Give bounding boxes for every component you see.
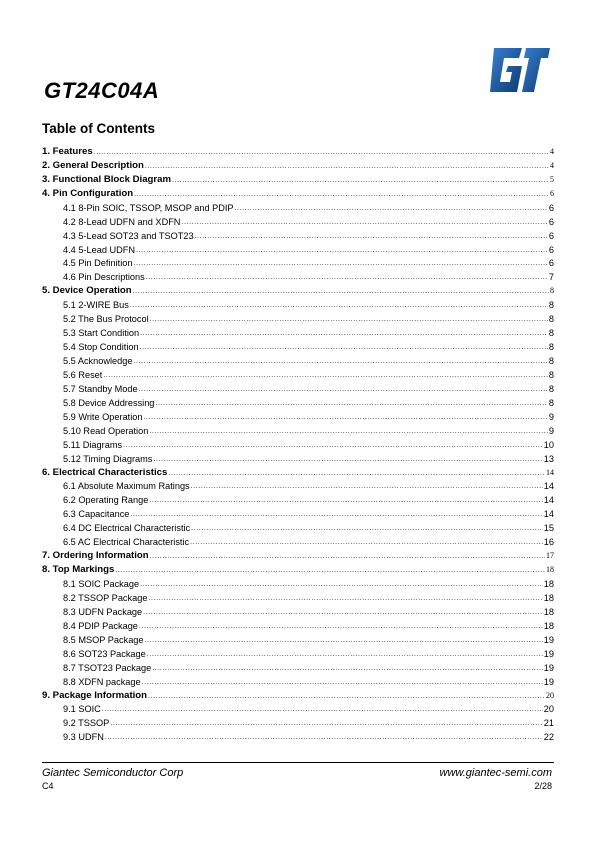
toc-leader-dots: [133, 357, 547, 367]
toc-entry-page: 15: [543, 523, 554, 534]
toc-entry[interactable]: [42, 311, 554, 325]
footer-page-number: 2/28: [534, 781, 552, 791]
toc-entry[interactable]: [42, 325, 554, 339]
toc-entry[interactable]: [42, 590, 554, 604]
toc-entry-label: 5.2 The Bus Protocol: [63, 314, 149, 325]
toc-entry[interactable]: [42, 283, 554, 297]
toc-entry-page: 18: [543, 579, 554, 589]
toc-leader-dots: [105, 733, 543, 743]
toc-leader-dots: [102, 705, 543, 715]
toc-entry-label: 6.5 AC Electrical Characteristic: [63, 537, 190, 548]
toc-entry-page: 14: [543, 481, 554, 492]
toc-entry[interactable]: [42, 465, 554, 479]
toc-entry-page: 14: [543, 509, 554, 520]
toc-entry-label: 5.11 Diagrams: [63, 439, 123, 450]
toc-leader-dots: [123, 441, 543, 451]
toc-entry-label: 5.6 Reset: [63, 369, 103, 380]
toc-leader-dots: [150, 315, 548, 325]
footer-revision: C4: [42, 781, 54, 791]
toc-entry-page: 6: [548, 230, 554, 241]
toc-leader-dots: [152, 664, 543, 674]
toc-entry-label: 5.10 Read Operation: [63, 425, 149, 436]
toc-leader-dots: [148, 594, 542, 604]
toc-entry[interactable]: [42, 367, 554, 381]
toc-entry-page: 6: [548, 216, 554, 227]
toc-leader-dots: [181, 218, 547, 228]
giantec-logo-icon: [488, 44, 552, 96]
toc-entry-page: 8: [550, 286, 554, 296]
footer-website: www.giantec-semi.com: [439, 767, 552, 779]
toc-entry-page: 6: [548, 202, 554, 213]
toc-entry-page: 8: [548, 397, 554, 408]
toc-entry-label: 9.1 SOIC: [63, 704, 101, 715]
toc-entry[interactable]: [42, 144, 554, 158]
toc-entry-page: 10: [543, 439, 554, 450]
toc-entry-label: 5.4 Stop Condition: [63, 342, 139, 353]
toc-entry-label: 5.1 2-WIRE Bus: [63, 300, 129, 311]
toc-entry-label: 4.6 Pin Descriptions: [63, 272, 145, 283]
toc-leader-dots: [130, 301, 548, 311]
toc-entry-page: 18: [543, 606, 554, 617]
toc-entry[interactable]: [42, 506, 554, 520]
toc-entry-label: 4.4 5-Lead UDFN: [63, 244, 136, 255]
toc-leader-dots: [143, 608, 543, 618]
toc-entry-page: 20: [546, 690, 554, 700]
toc-leader-dots: [148, 692, 545, 702]
toc-leader-dots: [149, 427, 548, 437]
toc-entry-page: 8: [548, 383, 554, 394]
toc-entry-label: 5. Device Operation: [42, 285, 132, 297]
toc-leader-dots: [103, 371, 548, 381]
toc-entry-label: 6.1 Absolute Maximum Ratings: [63, 481, 190, 492]
footer-company: Giantec Semiconductor Corp: [42, 767, 184, 779]
toc-entry-label: 3. Functional Block Diagram: [42, 173, 172, 185]
toc-entry-label: 6.4 DC Electrical Characteristic: [63, 523, 191, 534]
toc-entry-page: 6: [550, 188, 554, 198]
toc-leader-dots: [94, 148, 549, 158]
toc-leader-dots: [172, 176, 549, 186]
toc-entry-page: 8: [548, 342, 554, 353]
toc-entry-label: 8.3 UDFN Package: [63, 606, 143, 617]
footer-divider: [42, 762, 554, 763]
toc-entry-page: 4: [550, 146, 554, 156]
toc-entry[interactable]: [42, 492, 554, 506]
toc-entry-label: 5.3 Start Condition: [63, 328, 140, 339]
toc-entry-page: 5: [550, 174, 554, 184]
toc-entry-page: 18: [543, 620, 554, 631]
toc-entry-label: 8.8 XDFN package: [63, 676, 141, 687]
toc-leader-dots: [136, 246, 548, 256]
toc-entry[interactable]: [42, 618, 554, 632]
toc-entry[interactable]: [42, 172, 554, 186]
toc-entry[interactable]: [42, 632, 554, 646]
toc-entry[interactable]: [42, 395, 554, 409]
toc-entry-page: 16: [543, 537, 554, 548]
toc-entry[interactable]: [42, 214, 554, 228]
toc-entry-label: 1. Features: [42, 145, 93, 157]
toc-entry[interactable]: [42, 256, 554, 270]
toc-entry-label: 5.9 Write Operation: [63, 411, 143, 422]
toc-entry[interactable]: [42, 339, 554, 353]
toc-entry[interactable]: [42, 423, 554, 437]
toc-entry-page: 8: [548, 300, 554, 311]
toc-entry[interactable]: [42, 158, 554, 172]
toc-leader-dots: [147, 650, 543, 660]
toc-entry-page: 21: [543, 718, 554, 729]
toc-leader-dots: [140, 343, 548, 353]
toc-leader-dots: [195, 232, 548, 242]
toc-entry[interactable]: [42, 200, 554, 214]
toc-leader-dots: [140, 329, 548, 339]
toc-entry[interactable]: [42, 479, 554, 493]
toc-entry-page: 13: [543, 453, 554, 464]
toc-entry[interactable]: [42, 228, 554, 242]
toc-entry-label: 4.5 Pin Definition: [63, 258, 133, 269]
toc-entry[interactable]: [42, 729, 554, 743]
toc-entry-page: 6: [548, 258, 554, 269]
toc-leader-dots: [139, 622, 543, 632]
toc-entry-label: 4. Pin Configuration: [42, 187, 134, 199]
toc-entry[interactable]: [42, 688, 554, 702]
toc-leader-dots: [140, 580, 543, 590]
toc-leader-dots: [150, 552, 545, 562]
toc-entry-label: 6. Electrical Characteristics: [42, 466, 168, 478]
toc-leader-dots: [133, 259, 547, 269]
toc-entry-label: 8.5 MSOP Package: [63, 634, 144, 645]
toc-entry-page: 18: [543, 592, 554, 603]
toc-entry-label: 5.8 Device Addressing: [63, 397, 155, 408]
toc-entry-label: 4.3 5-Lead SOT23 and TSOT23: [63, 230, 194, 241]
toc-entry-label: 7. Ordering Information: [42, 550, 149, 562]
toc-entry-label: 9.2 TSSOP: [63, 718, 110, 729]
toc-entry-page: 8: [548, 314, 554, 325]
toc-leader-dots: [146, 273, 548, 283]
toc-entry-label: 8. Top Markings: [42, 564, 115, 576]
toc-leader-dots: [168, 469, 545, 479]
toc-entry-page: 6: [548, 244, 554, 255]
toc-entry-label: 6.3 Capacitance: [63, 509, 130, 520]
toc-leader-dots: [145, 636, 543, 646]
toc-entry-label: 4.1 8-Pin SOIC, TSSOP, MSOP and PDIP: [63, 202, 234, 213]
toc-entry-label: 8.4 PDIP Package: [63, 620, 138, 631]
toc-leader-dots: [142, 678, 543, 688]
toc-entry-label: 5.7 Standby Mode: [63, 383, 138, 394]
toc-leader-dots: [134, 190, 549, 200]
toc-entry-label: 8.1 SOIC Package: [63, 579, 140, 589]
toc-entry-label: 8.2 TSSOP Package: [63, 592, 148, 603]
toc-entry-label: 8.7 TSOT23 Package: [63, 662, 152, 673]
toc-entry[interactable]: [42, 702, 554, 716]
toc-entry-page: 19: [543, 676, 554, 687]
toc-entry-page: 17: [546, 551, 554, 561]
toc-heading: Table of Contents: [42, 121, 155, 136]
toc-leader-dots: [190, 538, 543, 548]
toc-entry-label: 2. General Description: [42, 159, 144, 171]
toc-entry-page: 14: [543, 495, 554, 506]
toc-leader-dots: [145, 162, 549, 172]
toc-entry-page: 9: [548, 425, 554, 436]
toc-entry-page: 19: [543, 662, 554, 673]
toc-entry-page: 20: [543, 704, 554, 715]
toc-entry-page: 19: [543, 634, 554, 645]
toc-entry-page: 8: [548, 369, 554, 380]
toc-entry-label: 5.12 Timing Diagrams: [63, 453, 153, 464]
toc-entry-label: 6.2 Operating Range: [63, 495, 149, 506]
toc-entry-page: 19: [543, 648, 554, 659]
toc-leader-dots: [149, 496, 542, 506]
toc-entry-page: 8: [548, 328, 554, 339]
toc-entry[interactable]: [42, 353, 554, 367]
toc-entry[interactable]: [42, 451, 554, 465]
toc-entry-page: 4: [550, 160, 554, 170]
toc-leader-dots: [115, 566, 545, 576]
toc-leader-dots: [130, 510, 542, 520]
toc-leader-dots: [133, 287, 549, 297]
toc-entry[interactable]: [42, 409, 554, 423]
document-title: GT24C04A: [44, 78, 160, 103]
toc-leader-dots: [235, 204, 548, 214]
toc-entry[interactable]: [42, 562, 554, 576]
table-of-contents: [42, 144, 554, 743]
toc-entry[interactable]: [42, 548, 554, 562]
toc-entry[interactable]: [42, 381, 554, 395]
toc-entry[interactable]: [42, 242, 554, 256]
toc-entry[interactable]: [42, 646, 554, 660]
toc-leader-dots: [155, 399, 547, 409]
toc-entry[interactable]: [42, 715, 554, 729]
toc-entry[interactable]: [42, 604, 554, 618]
toc-entry[interactable]: [42, 269, 554, 283]
toc-entry-page: 22: [543, 732, 554, 743]
toc-entry-page: 8: [548, 356, 554, 366]
toc-entry[interactable]: [42, 674, 554, 688]
toc-entry-label: 9. Package Information: [42, 689, 148, 701]
toc-entry[interactable]: [42, 660, 554, 674]
toc-leader-dots: [191, 524, 543, 534]
toc-leader-dots: [144, 413, 548, 423]
toc-entry-page: 18: [546, 565, 554, 575]
toc-entry[interactable]: [42, 534, 554, 548]
toc-entry-label: 4.2 8-Lead UDFN and XDFN: [63, 216, 181, 227]
toc-entry-page: 14: [546, 467, 554, 477]
toc-entry-page: 7: [548, 272, 554, 283]
toc-leader-dots: [191, 482, 543, 492]
toc-entry[interactable]: [42, 576, 554, 590]
toc-entry-label: 5.5 Acknowledge: [63, 356, 133, 366]
toc-leader-dots: [110, 719, 542, 729]
toc-entry[interactable]: [42, 520, 554, 534]
toc-leader-dots: [139, 385, 548, 395]
toc-entry-page: 9: [548, 411, 554, 422]
toc-entry[interactable]: [42, 186, 554, 200]
toc-leader-dots: [153, 455, 542, 465]
toc-entry[interactable]: [42, 297, 554, 311]
toc-entry[interactable]: [42, 437, 554, 451]
toc-entry-label: 9.3 UDFN: [63, 732, 104, 743]
toc-entry-label: 8.6 SOT23 Package: [63, 648, 146, 659]
